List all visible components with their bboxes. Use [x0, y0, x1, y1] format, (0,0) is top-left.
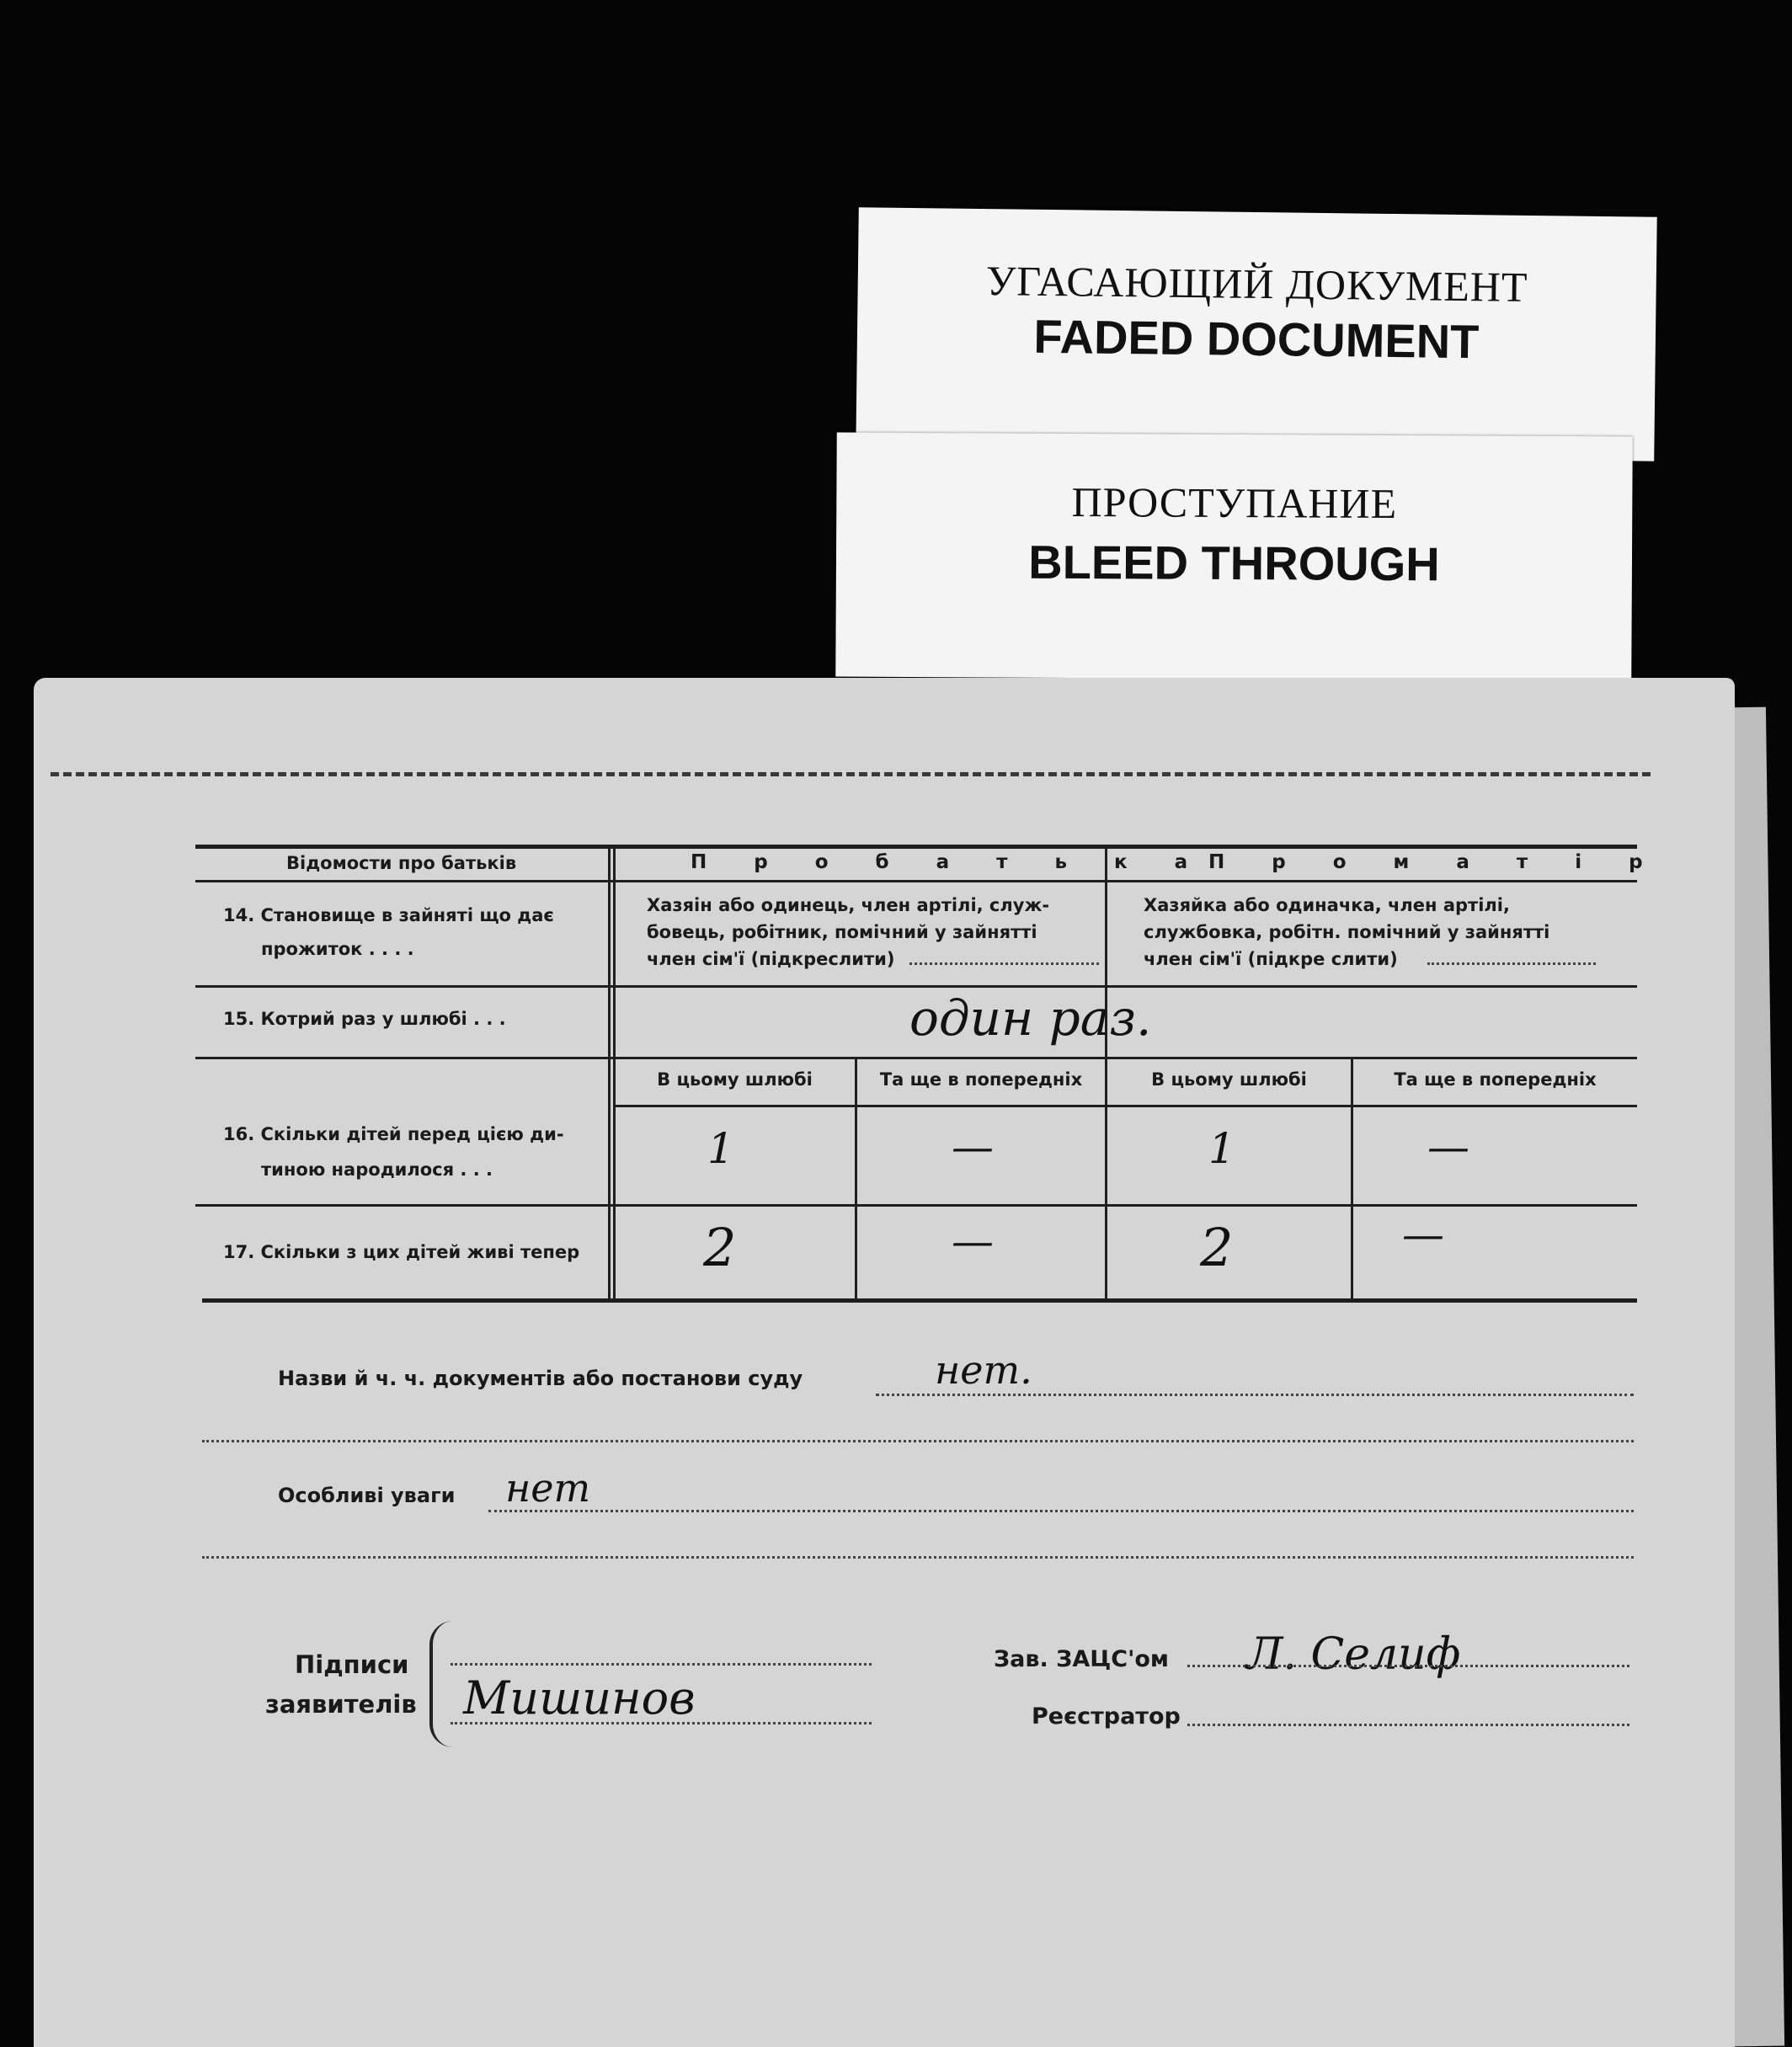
header-mother: П р о м а т і р [1208, 851, 1663, 873]
row14-mother-line2: службовка, робітн. помічний у зайнятті [1144, 922, 1550, 942]
row17-father-prev: — [952, 1217, 994, 1266]
applicants-signatures-label-1: Підписи [295, 1650, 409, 1679]
documents-dots-2 [202, 1440, 1634, 1442]
registry-head-signature: Л. Селиф [1246, 1629, 1461, 1680]
applicant-signature: Мишинов [463, 1671, 696, 1724]
row17-mother-this: 2 [1200, 1217, 1234, 1278]
row17-father-this: 2 [703, 1217, 737, 1278]
bleed-through-tag [835, 433, 1633, 681]
notes-dots-2 [202, 1556, 1634, 1559]
row17-mother-prev: — [1402, 1210, 1444, 1259]
father-subcolumn-divider [855, 1058, 857, 1303]
row14-father-dots [909, 962, 1099, 965]
subheader-rule [615, 1105, 1637, 1107]
sub-this-marriage-father: В цьому шлюбі [657, 1069, 813, 1090]
faded-tag-russian: УГАСАЮЩИЙ ДОКУМЕНТ [985, 257, 1528, 311]
applicants-signatures-label-2: заявителів [265, 1690, 417, 1719]
faded-tag-english: FADED DOCUMENT [1033, 309, 1480, 369]
row14-father-line2: бовець, робітник, помічний у зайнятті [647, 922, 1037, 942]
row16-rule [195, 1204, 1637, 1207]
row16-father-this: 1 [707, 1124, 734, 1173]
signature-brace [429, 1621, 453, 1747]
perforation-line [51, 772, 1651, 776]
sub-previous-father: Та ще в попередніх [879, 1069, 1083, 1090]
registrar-line [1187, 1724, 1629, 1726]
table-top-rule [195, 845, 1637, 849]
notes-label: Особливі уваги [278, 1484, 456, 1507]
documents-value: нет. [935, 1347, 1032, 1393]
bleed-tag-russian: ПРОСТУПАНИЕ [1071, 477, 1398, 528]
sub-previous-mother: Та ще в попередніх [1394, 1069, 1597, 1090]
label-column-divider [608, 845, 611, 1303]
row14-mother-line1: Хазяйка або одиначка, член артілі, [1144, 895, 1510, 915]
registrar-label: Реєстратор [1032, 1703, 1181, 1730]
header-father: П р о б а т ь к а [691, 851, 1208, 873]
row16-mother-this: 1 [1208, 1124, 1235, 1173]
row14-father-line3: член сім'ї (підкреслити) [647, 949, 895, 969]
registry-head-line [1187, 1665, 1629, 1667]
faded-document-tag [856, 207, 1656, 461]
row14-mother-line3: член сім'ї (підкре слити) [1144, 949, 1398, 969]
row15-rule [195, 1057, 1637, 1059]
row17-label: 17. Скільки з цих дітей живі тепер [223, 1242, 580, 1262]
row16-father-prev: — [952, 1122, 994, 1171]
notes-dots [488, 1510, 1634, 1512]
row14-rule [195, 985, 1637, 988]
row14-label-line2: прожиток . . . . [261, 939, 414, 959]
bleed-tag-english: BLEED THROUGH [1028, 535, 1440, 591]
row14-label-line1: 14. Становище в зайняті що дає [223, 905, 554, 925]
documents-label: Назви й ч. ч. документів або постанови суду [278, 1367, 803, 1390]
row16-mother-prev: — [1427, 1122, 1469, 1171]
registration-form-sheet [34, 678, 1735, 2047]
table-bottom-rule [202, 1298, 1637, 1303]
applicant-signature-line-1 [451, 1663, 872, 1666]
row16-label-line2: тиною народилося . . . [261, 1159, 493, 1180]
mother-subcolumn-divider [1351, 1058, 1353, 1303]
registry-head-label: Зав. ЗАЦС'ом [994, 1646, 1169, 1672]
row15-label: 15. Котрий раз у шлюбі . . . [223, 1009, 506, 1029]
header-rule [195, 880, 1637, 882]
documents-dots [876, 1394, 1634, 1396]
row16-label-line1: 16. Скільки дітей перед цією ди- [223, 1124, 564, 1144]
row14-mother-dots [1427, 962, 1596, 965]
header-label: Відомости про батьків [286, 853, 517, 873]
notes-value: нет [505, 1465, 591, 1511]
applicant-signature-line-2 [451, 1722, 872, 1724]
sub-this-marriage-mother: В цьому шлюбі [1151, 1069, 1307, 1090]
row14-father-line1: Хазяін або одинець, член артілі, служ- [647, 895, 1050, 915]
row15-handwritten-value: один раз. [909, 989, 1152, 1047]
